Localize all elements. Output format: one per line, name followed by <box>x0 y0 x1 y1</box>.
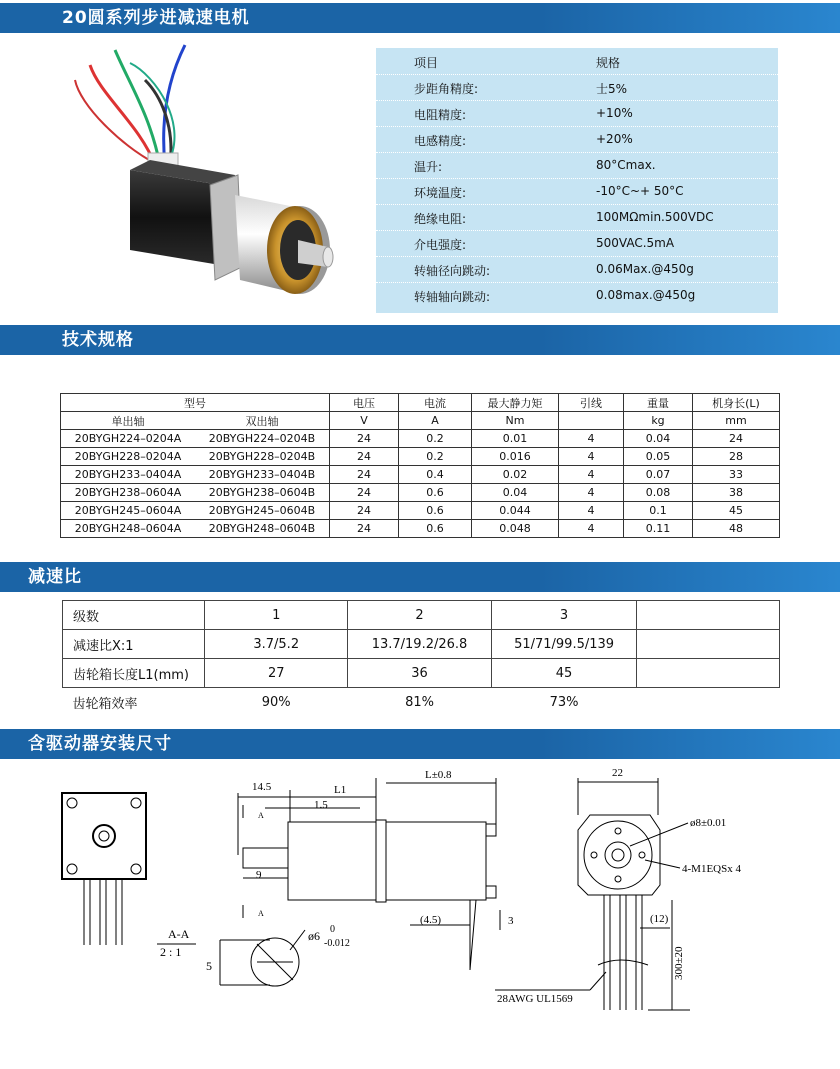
table-cell: 51/71/99.5/139 <box>491 630 637 659</box>
table-row <box>63 601 780 630</box>
section-title: 含驱动器安装尺寸 <box>28 734 172 754</box>
spec-key: 电阻精度: <box>414 108 467 122</box>
table-cell <box>637 659 780 688</box>
table-cell: 20BYGH238–0604A <box>61 484 195 502</box>
table-header-cell: kg <box>624 412 693 430</box>
dim-phi6: ø6 <box>308 929 320 943</box>
dim-tol-upper: 0 <box>330 924 335 935</box>
table-cell: 24 <box>330 484 399 502</box>
table-cell: 24 <box>330 520 399 538</box>
table-cell: 73% <box>549 694 579 710</box>
spec-value: 500VAC.5mA <box>596 236 675 250</box>
table-cell: 0.6 <box>399 520 472 538</box>
dim-phi8: ø8±0.01 <box>690 817 727 829</box>
dim-22: 22 <box>612 767 623 779</box>
dim-9: 9 <box>256 869 262 881</box>
spec-key: 项目 <box>414 56 439 70</box>
dim-l: L±0.8 <box>425 769 452 781</box>
table-cell: 28 <box>693 448 780 466</box>
dim-1-5: 1.5 <box>314 799 328 811</box>
table-cell: 48 <box>693 520 780 538</box>
section-mark-a: A <box>258 909 264 918</box>
table-cell: 36 <box>348 659 492 688</box>
spec-value: 100MΩmin.500VDC <box>596 210 714 224</box>
table-row <box>63 688 780 717</box>
front-view-left <box>62 793 146 945</box>
spec-row <box>376 256 778 283</box>
table-header-cell: 引线 <box>559 394 624 412</box>
table-cell: 20BYGH224–0204B <box>195 430 330 448</box>
table-cell <box>637 630 780 659</box>
table-cell: 0.2 <box>399 430 472 448</box>
spec-value: +20% <box>596 132 633 146</box>
table-header-row <box>61 412 780 430</box>
table-header-cell: V <box>330 412 399 430</box>
dim-l1: L1 <box>334 784 347 796</box>
spec-value: 0.06Max.@450g <box>596 262 694 276</box>
dim-screw: 4-M1EQSx 4 <box>682 863 741 875</box>
section-ratio-banner <box>0 562 840 592</box>
spec-row <box>376 204 778 231</box>
spec-key: 转轴轴向跳动: <box>414 290 491 304</box>
table-cell: 0.07 <box>624 466 693 484</box>
table-cell: 81% <box>405 694 434 710</box>
spec-value: 80°Cmax. <box>596 158 656 172</box>
reduction-ratio-table <box>62 600 780 716</box>
table-header-cell: A <box>399 412 472 430</box>
section-tech-banner <box>0 325 840 355</box>
table-cell: 13.7/19.2/26.8 <box>348 630 492 659</box>
section-header-banner <box>0 3 840 33</box>
dimension-labels-right <box>497 767 741 1005</box>
table-row <box>63 659 780 688</box>
table-cell: 2 <box>348 601 492 630</box>
table-cell: 0.048 <box>472 520 559 538</box>
table-cell: 3 <box>491 601 637 630</box>
spec-row <box>376 178 778 205</box>
table-cell: 20BYGH233–0404A <box>61 466 195 484</box>
table-cell <box>637 601 780 630</box>
section-title: 技术规格 <box>62 330 134 350</box>
table-cell: 20BYGH228–0204B <box>195 448 330 466</box>
spec-key: 绝缘电阻: <box>414 212 467 226</box>
table-cell: 0.11 <box>624 520 693 538</box>
dimension-labels-side <box>252 769 514 927</box>
table-cell: 20BYGH245–0604A <box>61 502 195 520</box>
table-cell: 33 <box>693 466 780 484</box>
table-cell: 20BYGH248–0604A <box>61 520 195 538</box>
table-row <box>61 466 780 484</box>
table-header-cell: mm <box>693 412 780 430</box>
spec-value: 规格 <box>596 56 621 70</box>
table-header-cell: 型号 <box>61 394 330 412</box>
table-cell: 齿轮箱效率 <box>72 696 138 712</box>
table-cell: 24 <box>330 448 399 466</box>
dim-300: 300±20 <box>673 946 685 980</box>
table-row <box>61 502 780 520</box>
spec-key: 介电强度: <box>414 238 467 252</box>
spec-key: 电感精度: <box>414 134 467 148</box>
table-header-cell: 双出轴 <box>195 412 330 430</box>
spec-key: 温升: <box>414 160 443 174</box>
table-cell: 0.05 <box>624 448 693 466</box>
table-cell: 45 <box>693 502 780 520</box>
table-cell: 级数 <box>63 601 205 630</box>
table-cell: 90% <box>261 694 291 710</box>
spec-value: -10°C~+ 50°C <box>596 184 684 198</box>
table-cell: 0.6 <box>399 484 472 502</box>
table-cell: 38 <box>693 484 780 502</box>
table-cell <box>637 688 780 717</box>
spec-row <box>376 100 778 127</box>
spec-key: 步距角精度: <box>414 82 479 96</box>
spec-value: 0.08max.@450g <box>596 288 696 302</box>
table-cell: 4 <box>559 466 624 484</box>
table-cell: 4 <box>559 484 624 502</box>
section-scale: 2 : 1 <box>160 945 182 959</box>
spec-key: 转轴径向跳动: <box>414 264 491 278</box>
spec-row <box>376 230 778 257</box>
table-cell: 24 <box>330 466 399 484</box>
table-header-cell: 电压 <box>330 394 399 412</box>
table-header-row <box>61 394 780 412</box>
table-cell: 20BYGH245–0604B <box>195 502 330 520</box>
tech-spec-table <box>60 393 780 538</box>
wire-spec: 28AWG UL1569 <box>497 993 573 1005</box>
table-cell: 减速比X:1 <box>63 630 205 659</box>
table-header-cell: 电流 <box>399 394 472 412</box>
section-mark-a: A <box>258 811 264 820</box>
section-install-banner <box>0 729 840 759</box>
table-cell: 0.04 <box>472 484 559 502</box>
table-cell: 0.02 <box>472 466 559 484</box>
table-cell: 0.01 <box>472 430 559 448</box>
table-row <box>61 448 780 466</box>
motor-photo <box>60 35 360 315</box>
table-cell: 0.08 <box>624 484 693 502</box>
table-header-cell: 重量 <box>624 394 693 412</box>
table-header-cell: Nm <box>472 412 559 430</box>
table-cell: 45 <box>491 659 637 688</box>
spec-panel <box>376 48 778 313</box>
table-cell: 24 <box>330 430 399 448</box>
table-cell: 20BYGH224–0204A <box>61 430 195 448</box>
table-cell: 0.016 <box>472 448 559 466</box>
table-cell: 20BYGH238–0604B <box>195 484 330 502</box>
section-title-aa: A-A <box>168 927 190 941</box>
table-cell: 27 <box>205 659 348 688</box>
table-header-cell: 单出轴 <box>61 412 195 430</box>
dim-tol-lower: -0.012 <box>324 938 350 949</box>
table-header-cell: 机身长(L) <box>693 394 780 412</box>
dim-5: 5 <box>206 959 212 973</box>
spec-value: 士5% <box>596 82 628 96</box>
table-cell: 齿轮箱长度L1(mm) <box>63 659 205 688</box>
table-row <box>61 430 780 448</box>
table-row <box>61 520 780 538</box>
table-cell: 0.4 <box>399 466 472 484</box>
table-cell: 3.7/5.2 <box>205 630 348 659</box>
table-cell: 0.2 <box>399 448 472 466</box>
table-cell: 0.044 <box>472 502 559 520</box>
table-cell: 4 <box>559 430 624 448</box>
table-cell: 20BYGH228–0204A <box>61 448 195 466</box>
table-cell: 0.04 <box>624 430 693 448</box>
table-row <box>61 484 780 502</box>
table-cell: 1 <box>205 601 348 630</box>
spec-row <box>376 152 778 179</box>
table-cell: 4 <box>559 520 624 538</box>
table-cell: 4 <box>559 502 624 520</box>
dim-3: 3 <box>508 915 514 927</box>
table-cell: 0.1 <box>624 502 693 520</box>
dim-12: (12) <box>650 913 669 925</box>
dimension-drawing <box>0 760 840 1060</box>
dim-14-5: 14.5 <box>252 781 272 793</box>
spec-row <box>376 282 778 308</box>
spec-row <box>376 126 778 153</box>
table-header-cell <box>559 412 624 430</box>
table-cell: 4 <box>559 448 624 466</box>
table-header-cell: 最大静力矩 <box>472 394 559 412</box>
table-cell: 20BYGH248–0604B <box>195 520 330 538</box>
table-cell: 0.6 <box>399 502 472 520</box>
dim-4-5: (4.5) <box>420 914 442 926</box>
section-title: 20圆系列步进减速电机 <box>62 8 250 28</box>
table-row <box>63 630 780 659</box>
table-cell: 24 <box>330 502 399 520</box>
spec-row <box>376 48 778 75</box>
side-view <box>238 778 500 970</box>
table-cell: 20BYGH233–0404B <box>195 466 330 484</box>
table-cell: 24 <box>693 430 780 448</box>
front-view-right <box>495 778 690 1010</box>
spec-value: +10% <box>596 106 633 120</box>
spec-key: 环境温度: <box>414 186 467 200</box>
section-title: 减速比 <box>28 567 82 587</box>
spec-row <box>376 74 778 101</box>
